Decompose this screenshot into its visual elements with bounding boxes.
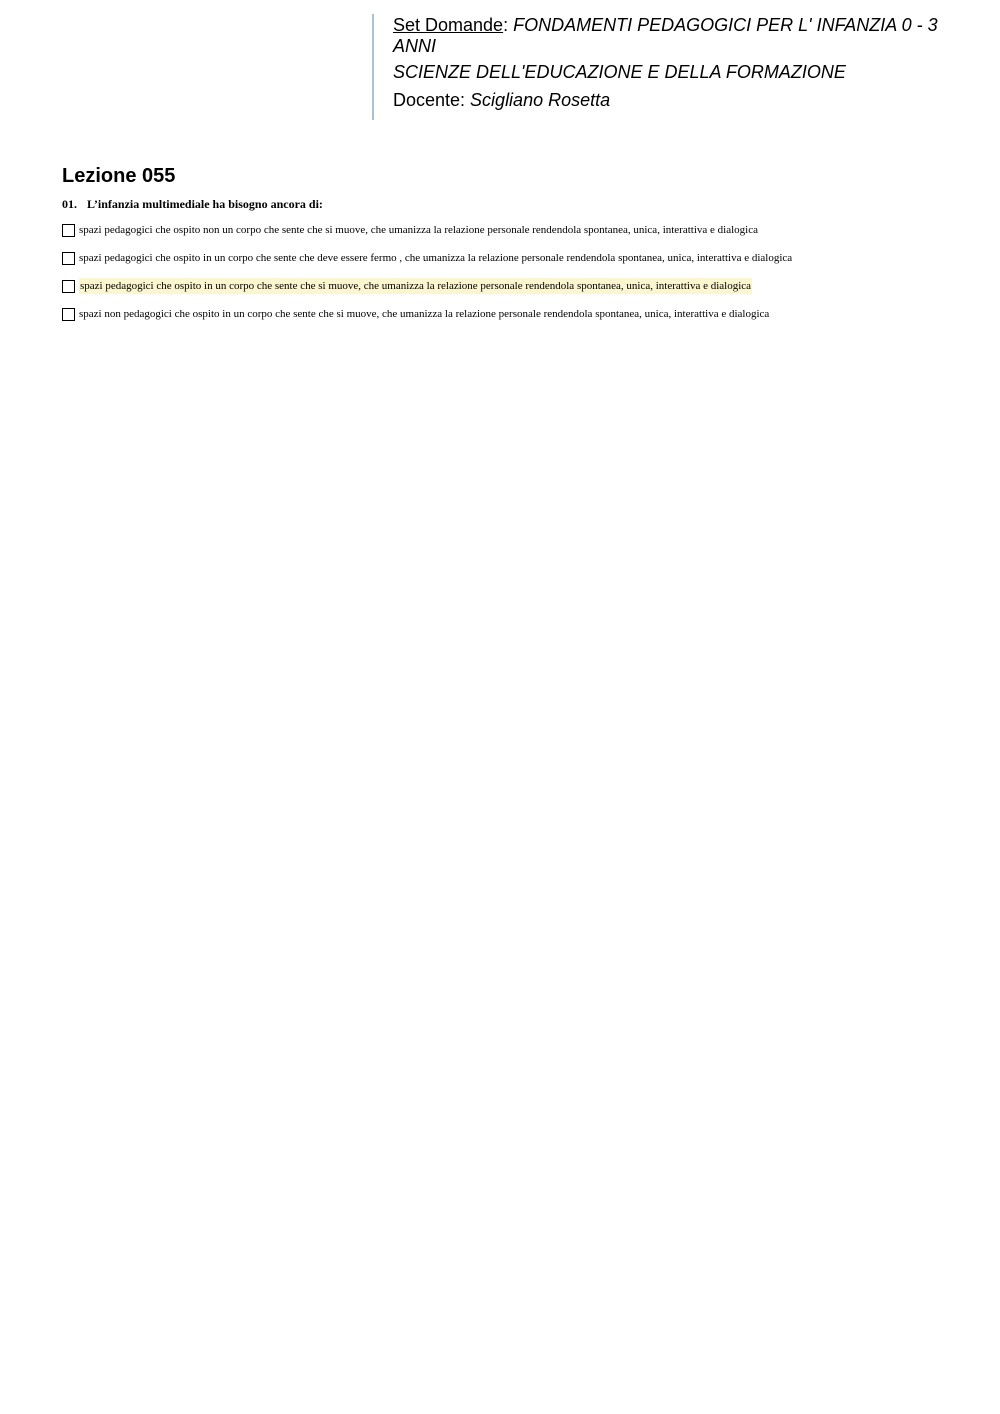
answer-text: spazi pedagogici che ospito non un corpo che sente che si muove, che umanizza la relazione personale rendendola spontanea, unica, interattiva e dialogica: [79, 224, 758, 236]
course-header: [372, 14, 972, 120]
answer-checkbox[interactable]: [62, 280, 75, 293]
answer-text-highlighted: spazi pedagogici che ospito in un corpo che sente che si muove, che umanizza la relazione personale rendendola spontanea, unica, interattiva e dialogica: [80, 280, 752, 292]
answer-text: spazi pedagogici che ospito in un corpo che sente che deve essere fermo , che umanizza la relazione personale rendendola spontanea, unica, interattiva e dialogica: [79, 252, 793, 264]
faculty-name: SCIENZE DELL'EDUCAZIONE E DELLA FORMAZIONE: [393, 62, 846, 82]
question-text: L’infanzia multimediale ha bisogno ancora di:: [87, 197, 323, 211]
teacher-line: [393, 90, 972, 111]
question-heading: [62, 197, 323, 211]
teacher-name: Scigliano Rosetta: [470, 90, 611, 110]
answer-text: spazi non pedagogici che ospito in un corpo che sente che si muove, che umanizza la relazione personale rendendola spontanea, unica, interattiva e dialogica: [79, 308, 770, 320]
answer-option-3[interactable]: [62, 277, 982, 295]
answer-checkbox[interactable]: [62, 308, 75, 321]
answer-option-2[interactable]: [62, 249, 982, 267]
teacher-label: Docente:: [393, 90, 471, 110]
question-number: 01.: [62, 197, 77, 211]
answer-option-1[interactable]: [62, 221, 982, 239]
course-title: FONDAMENTI PEDAGOGICI PER L' INFANZIA 0 - 3: [513, 15, 938, 35]
answer-checkbox[interactable]: [62, 252, 75, 265]
set-label: Set Domande: [393, 15, 504, 35]
answer-checkbox[interactable]: [62, 224, 75, 237]
answer-list: [62, 221, 982, 333]
set-separator: :: [503, 15, 514, 35]
course-title-continued: ANNI: [393, 36, 437, 56]
lesson-title: Lezione 055: [62, 165, 176, 187]
course-title-line: [393, 15, 972, 36]
answer-option-4[interactable]: [62, 305, 982, 323]
